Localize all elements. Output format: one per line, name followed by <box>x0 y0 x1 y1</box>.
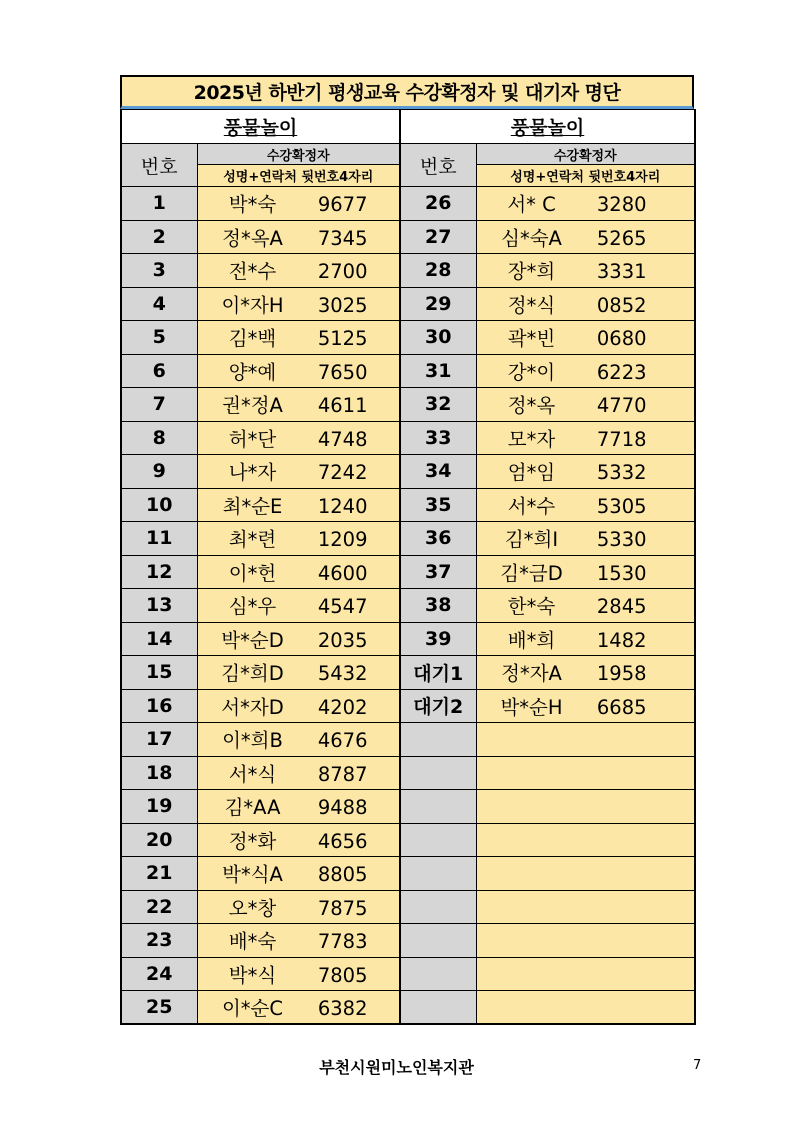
left-row-number: 18 <box>121 756 197 790</box>
right-phone-last4: 0680 <box>596 327 647 351</box>
right-row-number: 27 <box>400 220 476 254</box>
right-phone-last4: 1530 <box>596 561 647 585</box>
table-row <box>121 254 695 288</box>
table-row <box>121 455 695 489</box>
right-entry-cell <box>476 421 695 455</box>
table-row <box>121 991 695 1025</box>
left-enrolled-header: 수강확정자 <box>197 144 400 165</box>
table-row <box>121 488 695 522</box>
right-subheader: 성명+연락처 뒷번호4자리 <box>476 165 695 187</box>
left-student-name: 이*희B <box>222 729 283 753</box>
right-entry-cell <box>476 723 695 757</box>
right-student-name: 김*금D <box>500 561 563 585</box>
left-student-name: 서*자D <box>221 695 284 719</box>
left-phone-last4: 3025 <box>317 293 368 317</box>
left-row-number: 16 <box>121 689 197 723</box>
right-phone-last4: 1482 <box>596 628 647 652</box>
right-row-number: 대기2 <box>400 689 476 723</box>
left-phone-last4: 8805 <box>317 863 368 887</box>
right-row-number <box>400 823 476 857</box>
table-row <box>121 790 695 824</box>
left-phone-last4: 9488 <box>317 796 368 820</box>
right-student-name: 강*이 <box>507 360 556 384</box>
left-row-number: 2 <box>121 220 197 254</box>
right-phone-last4: 6223 <box>596 360 647 384</box>
left-student-name: 심*우 <box>228 595 277 619</box>
left-entry-cell <box>197 957 400 991</box>
left-program-cell <box>121 110 400 144</box>
left-phone-last4: 7783 <box>317 930 368 954</box>
page-number: 7 <box>693 1058 702 1073</box>
right-phone-last4: 7718 <box>596 427 647 451</box>
left-entry-cell <box>197 823 400 857</box>
left-row-number: 19 <box>121 790 197 824</box>
left-student-name: 배*숙 <box>228 930 277 954</box>
left-phone-last4: 4656 <box>317 829 368 853</box>
right-phone-last4: 3280 <box>596 193 647 217</box>
left-entry-cell <box>197 254 400 288</box>
left-student-name: 오*창 <box>228 896 277 920</box>
right-student-name: 김*희I <box>504 528 559 552</box>
left-phone-last4: 4676 <box>317 729 368 753</box>
left-phone-last4: 4748 <box>317 427 368 451</box>
table-row <box>121 890 695 924</box>
left-phone-last4: 1209 <box>317 528 368 552</box>
left-student-name: 정*화 <box>228 829 277 853</box>
left-entry-cell <box>197 388 400 422</box>
right-row-number <box>400 991 476 1025</box>
right-phone-last4: 1958 <box>596 662 647 686</box>
left-student-name: 최*순E <box>222 494 283 518</box>
left-entry-cell <box>197 455 400 489</box>
left-student-name: 박*식 <box>228 963 277 987</box>
right-phone-last4: 6685 <box>596 695 647 719</box>
page-title: 2025년 하반기 평생교육 수강확정자 및 대기자 명단 <box>120 75 694 109</box>
right-student-name: 모*자 <box>507 427 556 451</box>
left-student-name: 이*순C <box>221 997 284 1020</box>
right-student-name: 서*수 <box>507 494 556 518</box>
left-program-name: 풍물놀이 <box>223 117 298 139</box>
right-entry-cell <box>476 622 695 656</box>
right-student-name: 배*희 <box>507 628 556 652</box>
right-row-number: 31 <box>400 354 476 388</box>
right-student-name: 장*희 <box>507 260 556 284</box>
left-student-name: 정*옥A <box>222 226 283 250</box>
left-row-number: 9 <box>121 455 197 489</box>
right-student-name: 박*순H <box>500 695 563 719</box>
right-entry-cell <box>476 187 695 221</box>
table-row <box>121 287 695 321</box>
left-student-name: 이*헌 <box>228 561 277 585</box>
left-row-number: 11 <box>121 522 197 556</box>
right-entry-cell <box>476 254 695 288</box>
right-entry-cell <box>476 924 695 958</box>
left-phone-last4: 4600 <box>317 561 368 585</box>
left-entry-cell <box>197 857 400 891</box>
roster-table <box>120 109 696 1025</box>
right-student-name: 정*옥 <box>507 394 556 418</box>
left-phone-last4: 7805 <box>317 963 368 987</box>
left-phone-last4: 8787 <box>317 762 368 786</box>
right-entry-cell <box>476 957 695 991</box>
right-phone-last4: 3331 <box>596 260 647 284</box>
left-entry-cell <box>197 622 400 656</box>
right-row-number: 30 <box>400 321 476 355</box>
left-student-name: 박*식A <box>222 863 283 887</box>
right-program-cell <box>400 110 695 144</box>
table-row <box>121 656 695 690</box>
table-row <box>121 756 695 790</box>
left-entry-cell <box>197 756 400 790</box>
right-row-number <box>400 723 476 757</box>
table-row <box>121 924 695 958</box>
left-row-number: 10 <box>121 488 197 522</box>
right-row-number <box>400 924 476 958</box>
header-row-top <box>121 144 695 165</box>
right-phone-last4: 5265 <box>596 226 647 250</box>
left-row-number: 4 <box>121 287 197 321</box>
right-row-number: 36 <box>400 522 476 556</box>
left-entry-cell <box>197 723 400 757</box>
table-row <box>121 622 695 656</box>
right-entry-cell <box>476 354 695 388</box>
left-phone-last4: 4611 <box>317 394 368 418</box>
left-row-number: 23 <box>121 924 197 958</box>
right-phone-last4: 5330 <box>596 528 647 552</box>
left-entry-cell <box>197 890 400 924</box>
table-row <box>121 321 695 355</box>
table-row <box>121 589 695 623</box>
right-entry-cell <box>476 555 695 589</box>
right-row-number: 26 <box>400 187 476 221</box>
left-student-name: 양*예 <box>228 360 277 384</box>
right-entry-cell <box>476 823 695 857</box>
right-student-name: 곽*빈 <box>507 327 556 351</box>
left-row-number: 25 <box>121 991 197 1025</box>
left-entry-cell <box>197 488 400 522</box>
right-entry-cell <box>476 656 695 690</box>
left-entry-cell <box>197 991 400 1025</box>
roster-sheet <box>120 75 694 1025</box>
right-row-number <box>400 790 476 824</box>
left-entry-cell <box>197 421 400 455</box>
left-entry-cell <box>197 924 400 958</box>
right-row-number: 38 <box>400 589 476 623</box>
table-row <box>121 388 695 422</box>
right-entry-cell <box>476 455 695 489</box>
left-phone-last4: 7242 <box>317 461 368 485</box>
right-row-number: 39 <box>400 622 476 656</box>
left-phone-last4: 1240 <box>317 494 368 518</box>
table-row <box>121 555 695 589</box>
left-row-number: 22 <box>121 890 197 924</box>
table-row <box>121 689 695 723</box>
left-entry-cell <box>197 354 400 388</box>
right-number-header: 번호 <box>400 144 476 187</box>
left-student-name: 나*자 <box>228 461 277 485</box>
right-entry-cell <box>476 287 695 321</box>
left-phone-last4: 6382 <box>317 997 368 1020</box>
left-phone-last4: 4547 <box>317 595 368 619</box>
left-phone-last4: 4202 <box>317 695 368 719</box>
table-row <box>121 187 695 221</box>
left-entry-cell <box>197 589 400 623</box>
table-row <box>121 220 695 254</box>
right-entry-cell <box>476 790 695 824</box>
right-entry-cell <box>476 857 695 891</box>
table-row <box>121 421 695 455</box>
right-row-number: 28 <box>400 254 476 288</box>
right-phone-last4: 5305 <box>596 494 647 518</box>
right-row-number: 33 <box>400 421 476 455</box>
left-student-name: 이*자H <box>221 293 284 317</box>
left-phone-last4: 5432 <box>317 662 368 686</box>
left-phone-last4: 2035 <box>317 628 368 652</box>
left-phone-last4: 2700 <box>317 260 368 284</box>
right-entry-cell <box>476 589 695 623</box>
left-entry-cell <box>197 522 400 556</box>
left-student-name: 김*희D <box>221 662 284 686</box>
right-program-name: 풍물놀이 <box>510 117 585 139</box>
right-row-number: 29 <box>400 287 476 321</box>
right-row-number <box>400 957 476 991</box>
table-row <box>121 522 695 556</box>
organization-footer: 부천시원미노인복지관 <box>319 1058 474 1077</box>
left-student-name: 최*련 <box>228 528 277 552</box>
left-row-number: 1 <box>121 187 197 221</box>
right-entry-cell <box>476 488 695 522</box>
right-phone-last4: 2845 <box>596 595 647 619</box>
left-entry-cell <box>197 187 400 221</box>
right-entry-cell <box>476 890 695 924</box>
left-number-header: 번호 <box>121 144 197 187</box>
right-row-number: 대기1 <box>400 656 476 690</box>
left-entry-cell <box>197 689 400 723</box>
left-phone-last4: 7875 <box>317 896 368 920</box>
left-entry-cell <box>197 790 400 824</box>
left-entry-cell <box>197 321 400 355</box>
right-entry-cell <box>476 321 695 355</box>
roster-body <box>121 110 695 1025</box>
left-student-name: 박*순D <box>221 628 284 652</box>
right-row-number <box>400 890 476 924</box>
left-row-number: 13 <box>121 589 197 623</box>
right-enrolled-header: 수강확정자 <box>476 144 695 165</box>
left-row-number: 20 <box>121 823 197 857</box>
left-entry-cell <box>197 287 400 321</box>
right-row-number <box>400 857 476 891</box>
right-row-number: 32 <box>400 388 476 422</box>
left-student-name: 박*숙 <box>228 193 277 217</box>
table-row <box>121 857 695 891</box>
left-row-number: 5 <box>121 321 197 355</box>
left-row-number: 21 <box>121 857 197 891</box>
left-row-number: 7 <box>121 388 197 422</box>
left-student-name: 권*정A <box>222 394 283 418</box>
right-row-number: 37 <box>400 555 476 589</box>
right-student-name: 엄*임 <box>507 461 556 485</box>
left-row-number: 6 <box>121 354 197 388</box>
right-student-name: 정*식 <box>507 293 556 317</box>
right-row-number <box>400 756 476 790</box>
right-entry-cell <box>476 991 695 1025</box>
right-student-name: 정*자A <box>501 662 562 686</box>
left-entry-cell <box>197 220 400 254</box>
left-subheader: 성명+연락처 뒷번호4자리 <box>197 165 400 187</box>
right-student-name: 심*숙A <box>501 226 562 250</box>
right-row-number: 35 <box>400 488 476 522</box>
left-student-name: 김*백 <box>228 327 277 351</box>
left-entry-cell <box>197 555 400 589</box>
right-phone-last4: 4770 <box>596 394 647 418</box>
left-row-number: 3 <box>121 254 197 288</box>
left-student-name: 김*AA <box>224 796 281 820</box>
left-phone-last4: 5125 <box>317 327 368 351</box>
left-phone-last4: 9677 <box>317 193 368 217</box>
table-row <box>121 823 695 857</box>
table-row <box>121 354 695 388</box>
right-phone-last4: 5332 <box>596 461 647 485</box>
right-entry-cell <box>476 522 695 556</box>
left-row-number: 14 <box>121 622 197 656</box>
right-student-name: 서* C <box>507 193 556 217</box>
left-row-number: 8 <box>121 421 197 455</box>
left-row-number: 15 <box>121 656 197 690</box>
table-row <box>121 957 695 991</box>
left-row-number: 24 <box>121 957 197 991</box>
right-row-number: 34 <box>400 455 476 489</box>
right-phone-last4: 0852 <box>596 293 647 317</box>
right-entry-cell <box>476 689 695 723</box>
right-entry-cell <box>476 220 695 254</box>
left-entry-cell <box>197 656 400 690</box>
program-row <box>121 110 695 144</box>
left-student-name: 허*단 <box>228 427 277 451</box>
left-student-name: 서*식 <box>228 762 277 786</box>
right-student-name: 한*숙 <box>507 595 556 619</box>
left-student-name: 전*수 <box>228 260 277 284</box>
left-row-number: 17 <box>121 723 197 757</box>
left-phone-last4: 7345 <box>317 226 368 250</box>
table-row <box>121 723 695 757</box>
left-phone-last4: 7650 <box>317 360 368 384</box>
right-entry-cell <box>476 388 695 422</box>
left-row-number: 12 <box>121 555 197 589</box>
right-entry-cell <box>476 756 695 790</box>
